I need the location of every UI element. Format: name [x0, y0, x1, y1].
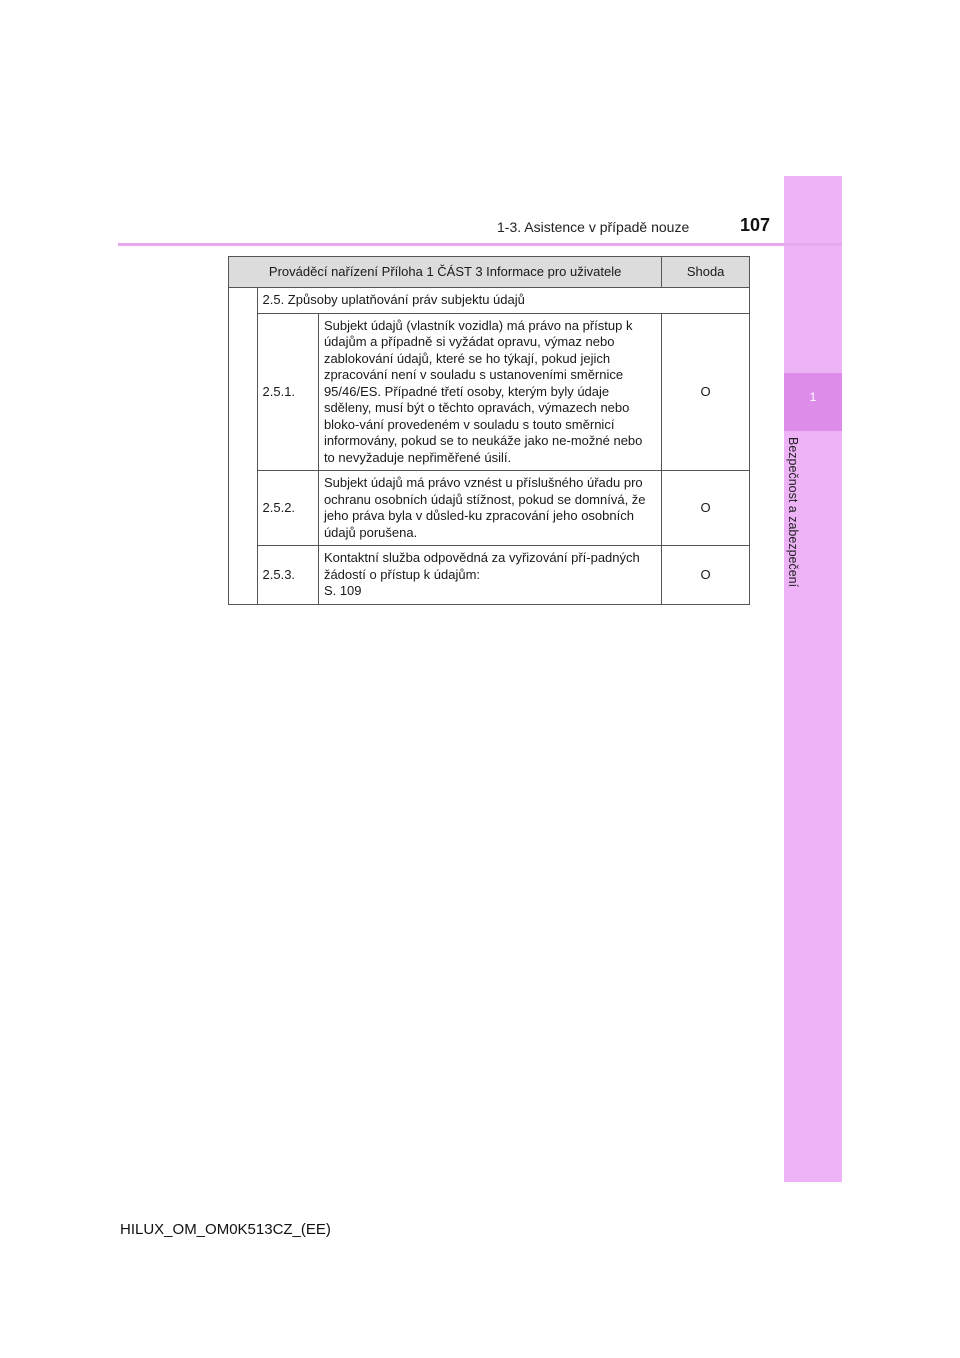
table-subheading: 2.5. Způsoby uplatňování práv subjektu údajů: [257, 288, 749, 314]
table-row: [229, 471, 750, 546]
table-subheading-row: [229, 288, 750, 314]
table-row: [229, 546, 750, 605]
table-header-regulation: Prováděcí nařízení Příloha 1 ČÁST 3 Informace pro uživatele: [229, 257, 662, 288]
table-row: [229, 313, 750, 471]
row-text-cell: [318, 546, 661, 605]
document-code: HILUX_OM_OM0K513CZ_(EE): [120, 1221, 331, 1238]
row-number: 2.5.1.: [257, 313, 318, 471]
row-text: Subjekt údajů má právo vznést u příslušného úřadu pro ochranu osobních údajů stížnost, pokud se domnívá, že jeho práva byla v důsled-ku zpracování jeho osobních údajů porušena.: [318, 471, 661, 546]
row-text: Kontaktní služba odpovědná za vyřizování pří-padných žádostí o přístup k údajům:: [323, 550, 640, 582]
page-reference-link[interactable]: S. 109: [323, 583, 362, 598]
data-rights-table: [228, 256, 750, 605]
section-title: 1-3. Asistence v případě nouze: [497, 219, 690, 235]
row-conformity: O: [662, 471, 750, 546]
row-number: 2.5.2.: [257, 471, 318, 546]
row-text: Subjekt údajů (vlastník vozidla) má právo na přístup k údajům a případně si vyžádat opravu, výmaz nebo zablokování údajů, které se ho týkají, pokud jejich zpracování není v souladu s ustanoveními směrnice 95/46/ES. Případné třetí osoby, kterým byly údaje sděleny, musí být o těchto opravách, výmazech nebo bloko-vání provedeném v souladu s touto směrnicí informovány, pokud se to neukáže jako ne-možné nebo to nevyžaduje nepřiměřené úsilí.: [318, 313, 661, 471]
header-rule: [118, 243, 842, 246]
row-conformity: O: [662, 546, 750, 605]
page-number: 107: [740, 215, 771, 235]
chapter-title: Bezpečnost a zabezpečení: [786, 437, 800, 588]
table-blank-cell: [229, 288, 258, 605]
table-header-row: [229, 257, 750, 288]
chapter-side-tab: [784, 176, 842, 1182]
chapter-number: 1: [809, 390, 817, 404]
table-header-conformity: Shoda: [662, 257, 750, 288]
row-conformity: O: [662, 313, 750, 471]
row-number: 2.5.3.: [257, 546, 318, 605]
